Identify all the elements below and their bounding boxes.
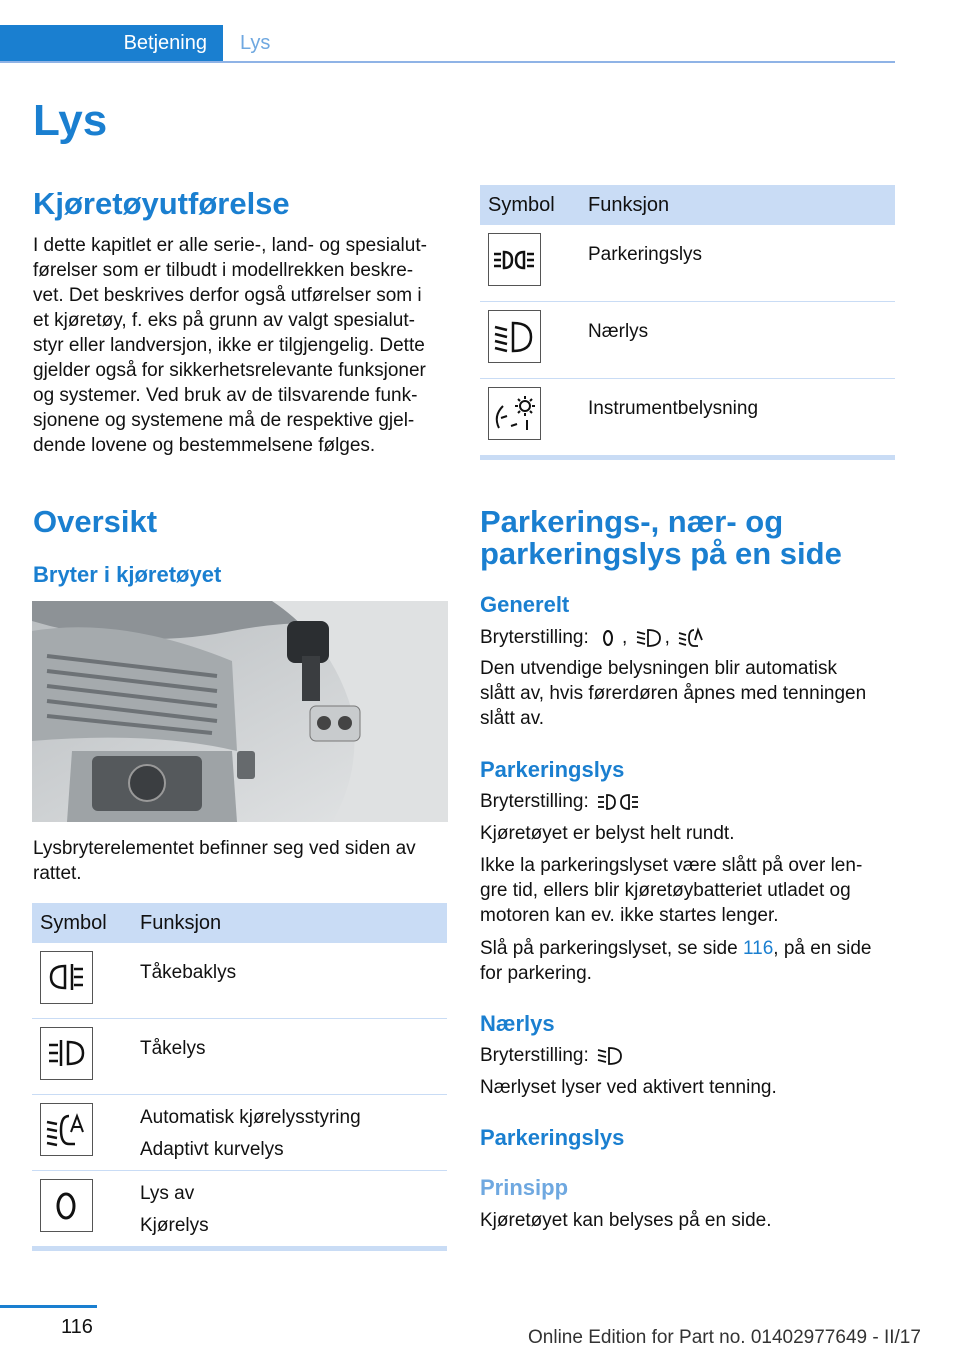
parking-text-1: Kjøretøyet er belyst helt rundt.	[480, 823, 735, 844]
parking-text-2: Ikke la parkeringslyset være slått på over len- gre tid, ellers blir kjøretøybatteriet utladet og motoren kan ev. ikke startes lenger.	[480, 855, 863, 926]
function-text: Parkeringslys	[588, 244, 703, 265]
tab-betjening[interactable]: Betjening	[0, 25, 223, 61]
general-text: Den utvendige belysningen blir automatisk slått av, hvis førerdøren åpnes med tenningen slått av.	[480, 658, 867, 729]
edition-note: Online Edition for Part no. 01402977649 - II/17	[528, 1327, 921, 1348]
heading-low-beam: Nærlys	[480, 1011, 555, 1036]
auto-headlight-icon	[678, 627, 704, 649]
function-text: Tåkebaklys	[140, 962, 237, 983]
table-end-bar	[32, 1246, 447, 1251]
photo-caption: Lysbryterelementet befinner seg ved siden av rattet.	[33, 838, 416, 884]
function-text: Instrumentbelysning	[588, 398, 759, 419]
low-beam-icon	[597, 1045, 623, 1067]
low-beam-switch-position: Bryterstilling:	[480, 1043, 626, 1068]
low-beam-text: Nærlyset lyser ved aktivert tenning.	[480, 1077, 777, 1098]
chapter-tabs	[0, 25, 895, 63]
heading-vehicle-version: Kjøretøyutførelse	[33, 186, 290, 221]
table-row	[480, 379, 895, 455]
heading-principle: Prinsipp	[480, 1175, 569, 1200]
table-row	[480, 302, 895, 379]
footer-divider	[0, 1305, 97, 1308]
heading-switch-in-vehicle: Bryter i kjøretøyet	[33, 562, 222, 587]
right-symbol-table	[480, 185, 895, 460]
function-text: Lys av Kjørelys	[140, 1183, 209, 1236]
table-row	[32, 1171, 447, 1246]
low-beam-icon	[636, 627, 662, 649]
rear-fog-light-icon	[40, 951, 93, 1004]
page-title: Lys	[33, 96, 108, 145]
left-symbol-table	[32, 903, 447, 1251]
instrument-lighting-icon	[488, 387, 541, 440]
light-switch-photo	[32, 601, 448, 822]
col-function: Funksjon	[140, 912, 222, 934]
col-function: Funksjon	[588, 194, 670, 216]
parking-light-icon	[488, 233, 541, 286]
function-text: Nærlys	[588, 321, 649, 342]
page-number: 116	[61, 1316, 93, 1338]
heading-parking-low-beam: Parkerings-, nær- og parkeringslys på en side	[480, 504, 842, 571]
table-row	[32, 1095, 447, 1171]
lights-off-icon	[597, 627, 619, 649]
table-header	[32, 903, 447, 943]
function-text: Automatisk kjørelysstyring Adaptivt kurvelys	[140, 1107, 361, 1160]
heading-parking-light: Parkeringslys	[480, 757, 625, 782]
fog-light-icon	[40, 1027, 93, 1080]
table-row	[32, 1019, 447, 1095]
table-row	[480, 225, 895, 302]
auto-headlight-icon	[40, 1103, 93, 1156]
table-row	[32, 943, 447, 1019]
col-symbol: Symbol	[488, 194, 555, 216]
function-text: Tåkelys	[140, 1038, 206, 1059]
table-end-bar	[480, 455, 895, 460]
heading-overview: Oversikt	[33, 504, 158, 539]
tab-lys[interactable]: Lys	[240, 32, 271, 54]
parking-switch-position: Bryterstilling:	[480, 789, 650, 814]
table-header	[480, 185, 895, 225]
lights-off-icon	[40, 1179, 93, 1232]
parking-light-icon	[597, 791, 647, 813]
col-symbol: Symbol	[40, 912, 107, 934]
parking-text-3: Slå på parkeringslyset, se side 116, på en side for parkering.	[480, 938, 872, 984]
heading-parking-light-one-side: Parkeringslys	[480, 1125, 625, 1150]
vehicle-version-text: I dette kapitlet er alle serie-, land- og spesialut- førelser som er tilbudt i modellrekken beskre- vet. Det beskrives derfor også utførelser som i et kjøretøy, f. eks på grunn av valgt spesialut- styr eller landversjon, ikke er tilgjengelig. Dette gjelder også for sikkerhetsrelevante funksjoner og systemer. Ved bruk av de tilsvarende funk- sjonene og systemene må de respektive gjel- dende lovene og bestemmelsene følges.	[33, 235, 427, 456]
low-beam-icon	[488, 310, 541, 363]
general-switch-positions: Bryterstilling: , ,	[480, 625, 707, 650]
heading-general: Generelt	[480, 592, 570, 617]
principle-text: Kjøretøyet kan belyses på en side.	[480, 1210, 772, 1231]
page-link-116[interactable]: 116	[742, 938, 774, 959]
